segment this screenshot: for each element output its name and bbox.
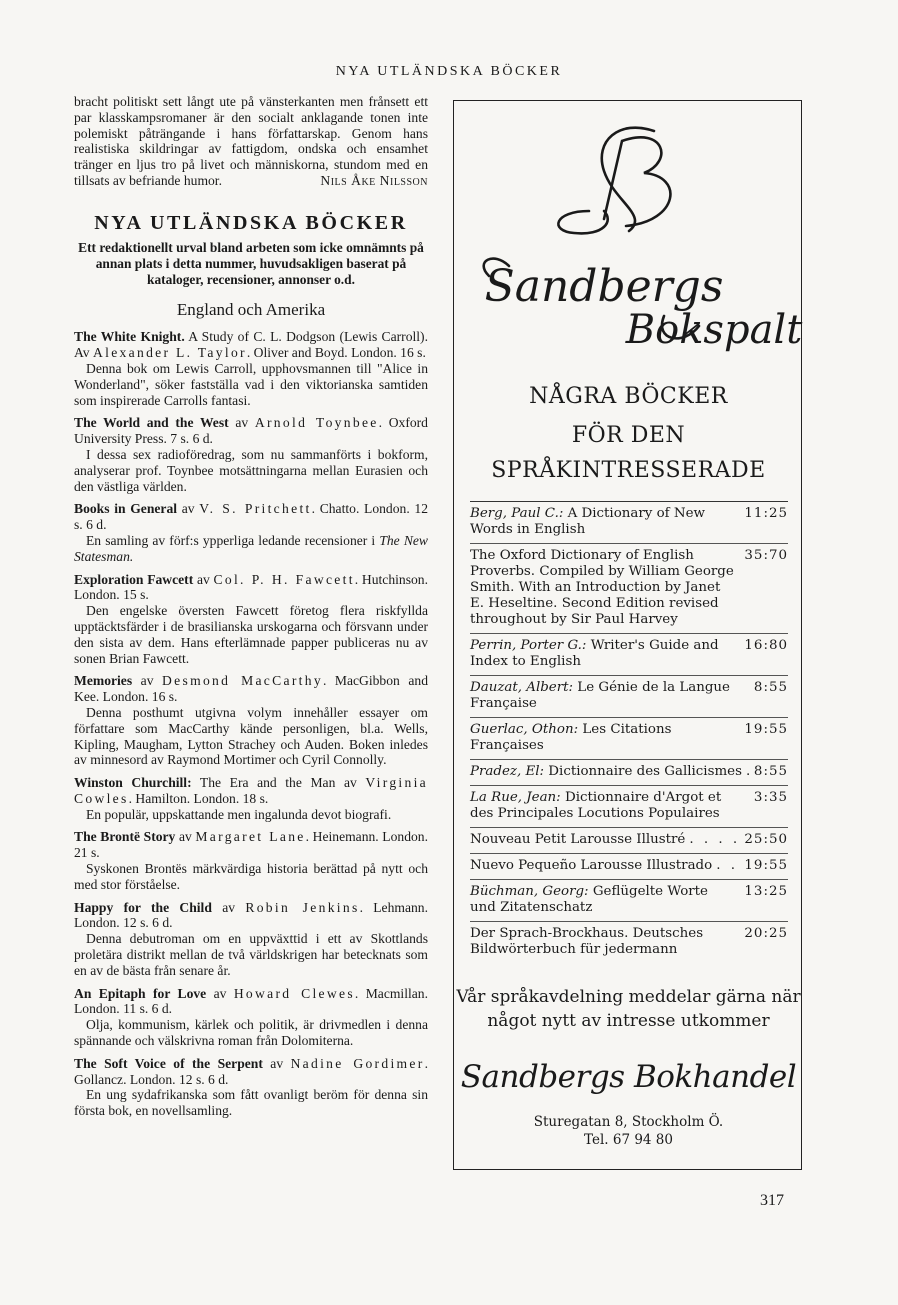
- book-publisher: . Heinemann. London. 21 s.: [74, 829, 428, 861]
- ad-book-text: [470, 790, 746, 822]
- ad-book-item: [470, 785, 788, 827]
- ad-book-text: [470, 506, 736, 538]
- book-pre: av: [132, 673, 163, 689]
- ad-book-title: Le Génie de la Langue Française: [470, 680, 730, 711]
- ad-book-text: [470, 832, 685, 848]
- ad-book-title: A Dictionary of New Words in English: [470, 506, 705, 537]
- ad-book-author: Berg, Paul C.:: [470, 506, 564, 521]
- book-publisher: . Oxford University Press. 7 s. 6 d.: [74, 415, 428, 447]
- book-pre: av: [228, 415, 255, 431]
- ad-book-author: Büchman, Georg:: [470, 884, 589, 899]
- ad-book-price: 20:25: [744, 926, 788, 941]
- ad-book-author: Guerlac, Othon:: [470, 722, 579, 737]
- store-phone: Tel. 67 94 80: [584, 1132, 673, 1148]
- ad-book-text: [470, 858, 712, 874]
- ad-book-author: Perrin, Porter G.:: [470, 638, 587, 653]
- book-title: The World and the West: [74, 415, 229, 431]
- ad-book-line: [470, 926, 788, 958]
- book-description-text: Denna debutroman om en uppväxttid i ett av Skottlands proletära distrikt mellan de två världskrigen har betecknats som en av de bästa från senare år.: [74, 931, 428, 978]
- book-pre: av: [206, 985, 234, 1001]
- book-description-text: Olja, kommunism, kärlek och politik, är drivmedlen i denna spännande och välskrivna roman från Dolomiterna.: [74, 1017, 428, 1049]
- review-body: bracht politiskt sett långt ute på vänsterkanten men frånsett ett par klasskampsromaner är den socialt anklagande tonen inte polemiskt påträngande i hans författarskap. Genom hans realistiska skildringar av fattigdom, ondska och ensamhet tränger en ljus tro på livet och människorna, stundom med en tillsats av befriande humor.: [74, 94, 428, 188]
- running-header: NYA UTLÄNDSKA BÖCKER: [335, 64, 563, 79]
- ad-book-item: [470, 879, 788, 921]
- book-entry-heading: [74, 1056, 428, 1088]
- book-author: Margaret Lane: [195, 829, 306, 845]
- section-title: NYA UTLÄNDSKA BÖCKER: [94, 211, 408, 234]
- ad-book-price: 8:55: [753, 764, 788, 779]
- book-title: The Brontë Story: [74, 829, 176, 845]
- ad-book-price: 11:25: [744, 506, 788, 521]
- region-heading: England och Amerika: [176, 299, 326, 319]
- book-title: The Soft Voice of the Serpent: [74, 1055, 263, 1071]
- book-entry-heading: [74, 329, 428, 361]
- book-entry: [74, 673, 428, 768]
- book-description-text: I dessa sex radioföredrag, som nu sammanförts i bokform, analyserar prof. Toynbee motsättningarna mellan Eurasien och den västliga världen.: [74, 446, 428, 494]
- ad-book-title: Dictionnaire d'Argot et des Principales Locutions Populaires: [470, 790, 722, 821]
- review-text: [74, 94, 428, 189]
- ad-book-text: [470, 884, 736, 916]
- book-pre: A Study of C. L. Dodgson (Lewis Carroll). Av: [74, 329, 428, 361]
- book-pre: av: [177, 501, 200, 517]
- ad-book-item: [470, 921, 788, 963]
- book-entry: [74, 986, 428, 1049]
- monogram-loop: [558, 211, 607, 233]
- ad-book-title: Dictionnaire des Gallicismes: [548, 764, 742, 779]
- book-author: V. S. Pritchett: [199, 501, 312, 517]
- ad-book-line: [470, 506, 788, 538]
- ad-book-item: [470, 853, 788, 879]
- book-description: [74, 931, 428, 978]
- book-description-text: En ung sydafrikanska som fått ovanligt beröm för denna sin första bok, en novellsamling.: [74, 1087, 428, 1119]
- book-description: [74, 603, 428, 666]
- book-author: Arnold Toynbee: [254, 415, 379, 431]
- ad-book-line: [470, 722, 788, 754]
- ad-heading-line2: FÖR DEN: [571, 423, 686, 448]
- ad-book-price: 35:70: [744, 548, 788, 563]
- ad-heading-line3: SPRÅKINTRESSERADE: [491, 458, 766, 483]
- book-publisher: . Chatto. London. 12 s. 6 d.: [74, 501, 428, 533]
- book-pre: av: [175, 829, 196, 845]
- ad-book-title: Der Sprach-Brockhaus. Deutsches Bildwörterbuch für jedermann: [470, 926, 704, 957]
- book-description: [74, 1087, 428, 1119]
- book-entry: [74, 501, 428, 564]
- book-description-text: Den engelske översten Fawcett företog flera riskfyllda upptäcktsfärder i de brasilianska urskogarna och försvann under den sista av dem. Hans efterlämnade papper publiceras nu av sonen Brian Fawcett.: [74, 603, 428, 666]
- book-author: Desmond MacCarthy: [162, 673, 323, 689]
- ad-book-title: Nuevo Pequeño Larousse Illustrado: [470, 858, 713, 873]
- book-description-text: Denna bok om Lewis Carroll, upphovsmannen till "Alice in Wonderland", söker fastställa vad i den viktorianska samtiden som inspirerade Carrolls fantasi.: [74, 360, 428, 408]
- book-entry: [74, 829, 428, 892]
- book-author: Col. P. H. Fawcett: [213, 571, 355, 587]
- book-publisher: . Oliver and Boyd. London. 16 s.: [246, 345, 426, 361]
- book-author: Robin Jenkins: [245, 899, 360, 915]
- ad-book-text: [470, 926, 736, 958]
- ad-heading-line1: NÅGRA BÖCKER: [529, 384, 728, 409]
- book-title: Books in General: [74, 501, 178, 517]
- ad-book-author: La Rue, Jean:: [470, 790, 561, 805]
- store-address-block: [454, 1113, 803, 1149]
- ad-book-price: 25:50: [744, 832, 788, 847]
- ad-book-text: [470, 548, 736, 628]
- book-entry-heading: [74, 900, 428, 932]
- book-author: Alexander L. Taylor: [93, 345, 247, 361]
- ad-book-item: [470, 717, 788, 759]
- book-entry-heading: [74, 501, 428, 533]
- page-number: 317: [760, 1192, 784, 1209]
- ad-book-price: 3:35: [753, 790, 788, 805]
- logo-line1: Sandbergs: [484, 261, 724, 312]
- ad-book-author: Dauzat, Albert:: [470, 680, 574, 695]
- ad-book-author: Pradez, El:: [470, 764, 545, 779]
- book-entry-heading: [74, 986, 428, 1018]
- ad-book-text: [470, 680, 746, 712]
- entry-list: [74, 329, 428, 1119]
- ad-book-price: 8:55: [753, 680, 788, 695]
- ad-book-line: [470, 832, 788, 848]
- ad-book-text: [470, 722, 736, 754]
- ad-book-line: [470, 790, 788, 822]
- ad-book-item: [470, 501, 788, 543]
- ad-book-title: Writer's Guide and Index to English: [470, 638, 719, 669]
- book-title: Exploration Fawcett: [74, 571, 194, 587]
- book-title: The White Knight.: [74, 329, 185, 345]
- ad-notice: Vår språkavdelning meddelar gärna när något nytt av intresse utkommer: [456, 987, 801, 1031]
- book-publisher: . Hutchinson. London. 15 s.: [74, 571, 428, 603]
- book-description-text: Syskonen Brontës märkvärdiga historia berättad på nytt och med stor förståelse.: [74, 861, 428, 892]
- ad-book-line: [470, 680, 788, 712]
- ad-book-price: 19:55: [744, 858, 788, 873]
- ad-book-item: [470, 543, 788, 633]
- book-entry: [74, 1056, 428, 1119]
- ad-book-title: The Oxford Dictionary of English Proverbs. Compiled by William George Smith. With an Introduction by Janet E. Heseltine. Second Edition revised throughout by Sir Paul Harvey: [470, 548, 734, 627]
- book-description-text: En samling av förf:s ypperliga ledande recensioner i: [86, 532, 380, 548]
- left-column: [74, 94, 428, 1126]
- book-title: Winston Churchill:: [74, 775, 192, 791]
- ad-book-leader: [716, 858, 740, 874]
- ad-book-text: [470, 764, 742, 780]
- review-signature: Nils Åke Nilsson: [320, 172, 428, 188]
- ad-book-title: Nouveau Petit Larousse Illustré: [470, 832, 686, 847]
- book-publisher: . Hamilton. London. 18 s.: [128, 790, 269, 806]
- ad-book-line: [470, 884, 788, 916]
- book-description: [74, 447, 428, 494]
- ad-book-line: [470, 764, 788, 780]
- book-pre: The Era and the Man av: [191, 775, 366, 791]
- book-description: [74, 533, 428, 565]
- book-entry: [74, 415, 428, 494]
- store-name: Sandbergs Bokhandel: [460, 1059, 797, 1095]
- ad-book-line: [470, 638, 788, 670]
- store-address: Sturegatan 8, Stockholm Ö.: [533, 1114, 724, 1130]
- book-title: An Epitaph for Love: [74, 985, 207, 1001]
- ad-book-leader: [689, 832, 740, 848]
- book-publisher: . MacGibbon and Kee. London. 16 s.: [74, 673, 428, 705]
- book-entry-heading: [74, 415, 428, 447]
- book-description: [74, 861, 428, 893]
- book-pre: av: [193, 571, 214, 587]
- book-author: Virginia Cowles: [74, 775, 428, 806]
- logo-line2: Bokspalt: [625, 307, 803, 353]
- ad-book-item: [470, 827, 788, 853]
- book-publisher: . Lehmann. London. 12 s. 6 d.: [74, 899, 428, 931]
- book-description: [74, 361, 428, 408]
- ad-book-title: Geflügelte Worte und Zitatenschatz: [470, 884, 708, 915]
- book-author: Nadine Gordimer: [290, 1055, 425, 1071]
- ad-book-item: [470, 759, 788, 785]
- book-entry: [74, 900, 428, 979]
- book-description: [74, 807, 428, 823]
- ad-book-line: [470, 858, 788, 874]
- ad-book-item: [470, 675, 788, 717]
- section-intro: Ett redaktionellt urval bland arbeten som icke omnämnts på annan plats i detta nummer, huvudsakligen baserat på kataloger, recensioner, annonser o.d.: [78, 239, 424, 287]
- advertisement-box: [453, 100, 802, 1170]
- book-entry-heading: [74, 775, 428, 807]
- ad-book-price: 19:55: [744, 722, 788, 737]
- book-publisher: . Macmillan. London. 11 s. 6 d.: [74, 985, 428, 1017]
- ad-book-line: [470, 548, 788, 628]
- book-author: Howard Clewes: [233, 985, 355, 1001]
- book-entry-heading: [74, 572, 428, 604]
- ad-book-title: Les Citations Françaises: [470, 722, 672, 753]
- ad-book-price: 16:80: [744, 638, 788, 653]
- book-entry: [74, 572, 428, 667]
- book-description: [74, 705, 428, 768]
- book-entry-heading: [74, 829, 428, 861]
- book-description-text: Denna posthumt utgivna volym innehåller essayer om författare som MacCarthy kände personligen, bl.a. Wells, Kipling, Maugham, Lytton Strachey och Auden. Boken inledes av minnesord av Raymond Mortimer och Cyril Connolly.: [74, 704, 428, 768]
- book-publisher: . Gollancz. London. 12 s. 6 d.: [74, 1055, 428, 1087]
- book-pre: av: [211, 899, 246, 915]
- ad-book-list: [470, 501, 788, 963]
- book-description-text: En populär, uppskattande men ingalunda devot biografi.: [86, 806, 392, 822]
- book-entry: [74, 329, 428, 408]
- book-entry-heading: [74, 673, 428, 705]
- ad-book-item: [470, 633, 788, 675]
- ad-book-price: 13:25: [744, 884, 788, 899]
- book-title: Memories: [74, 673, 133, 689]
- book-title: Happy for the Child: [74, 899, 212, 915]
- ad-book-text: [470, 638, 736, 670]
- book-description: [74, 1017, 428, 1049]
- book-description-italic: The New Statesman.: [74, 532, 428, 564]
- ad-book-leader: [746, 764, 750, 780]
- book-pre: av: [262, 1055, 291, 1071]
- book-entry: [74, 775, 428, 822]
